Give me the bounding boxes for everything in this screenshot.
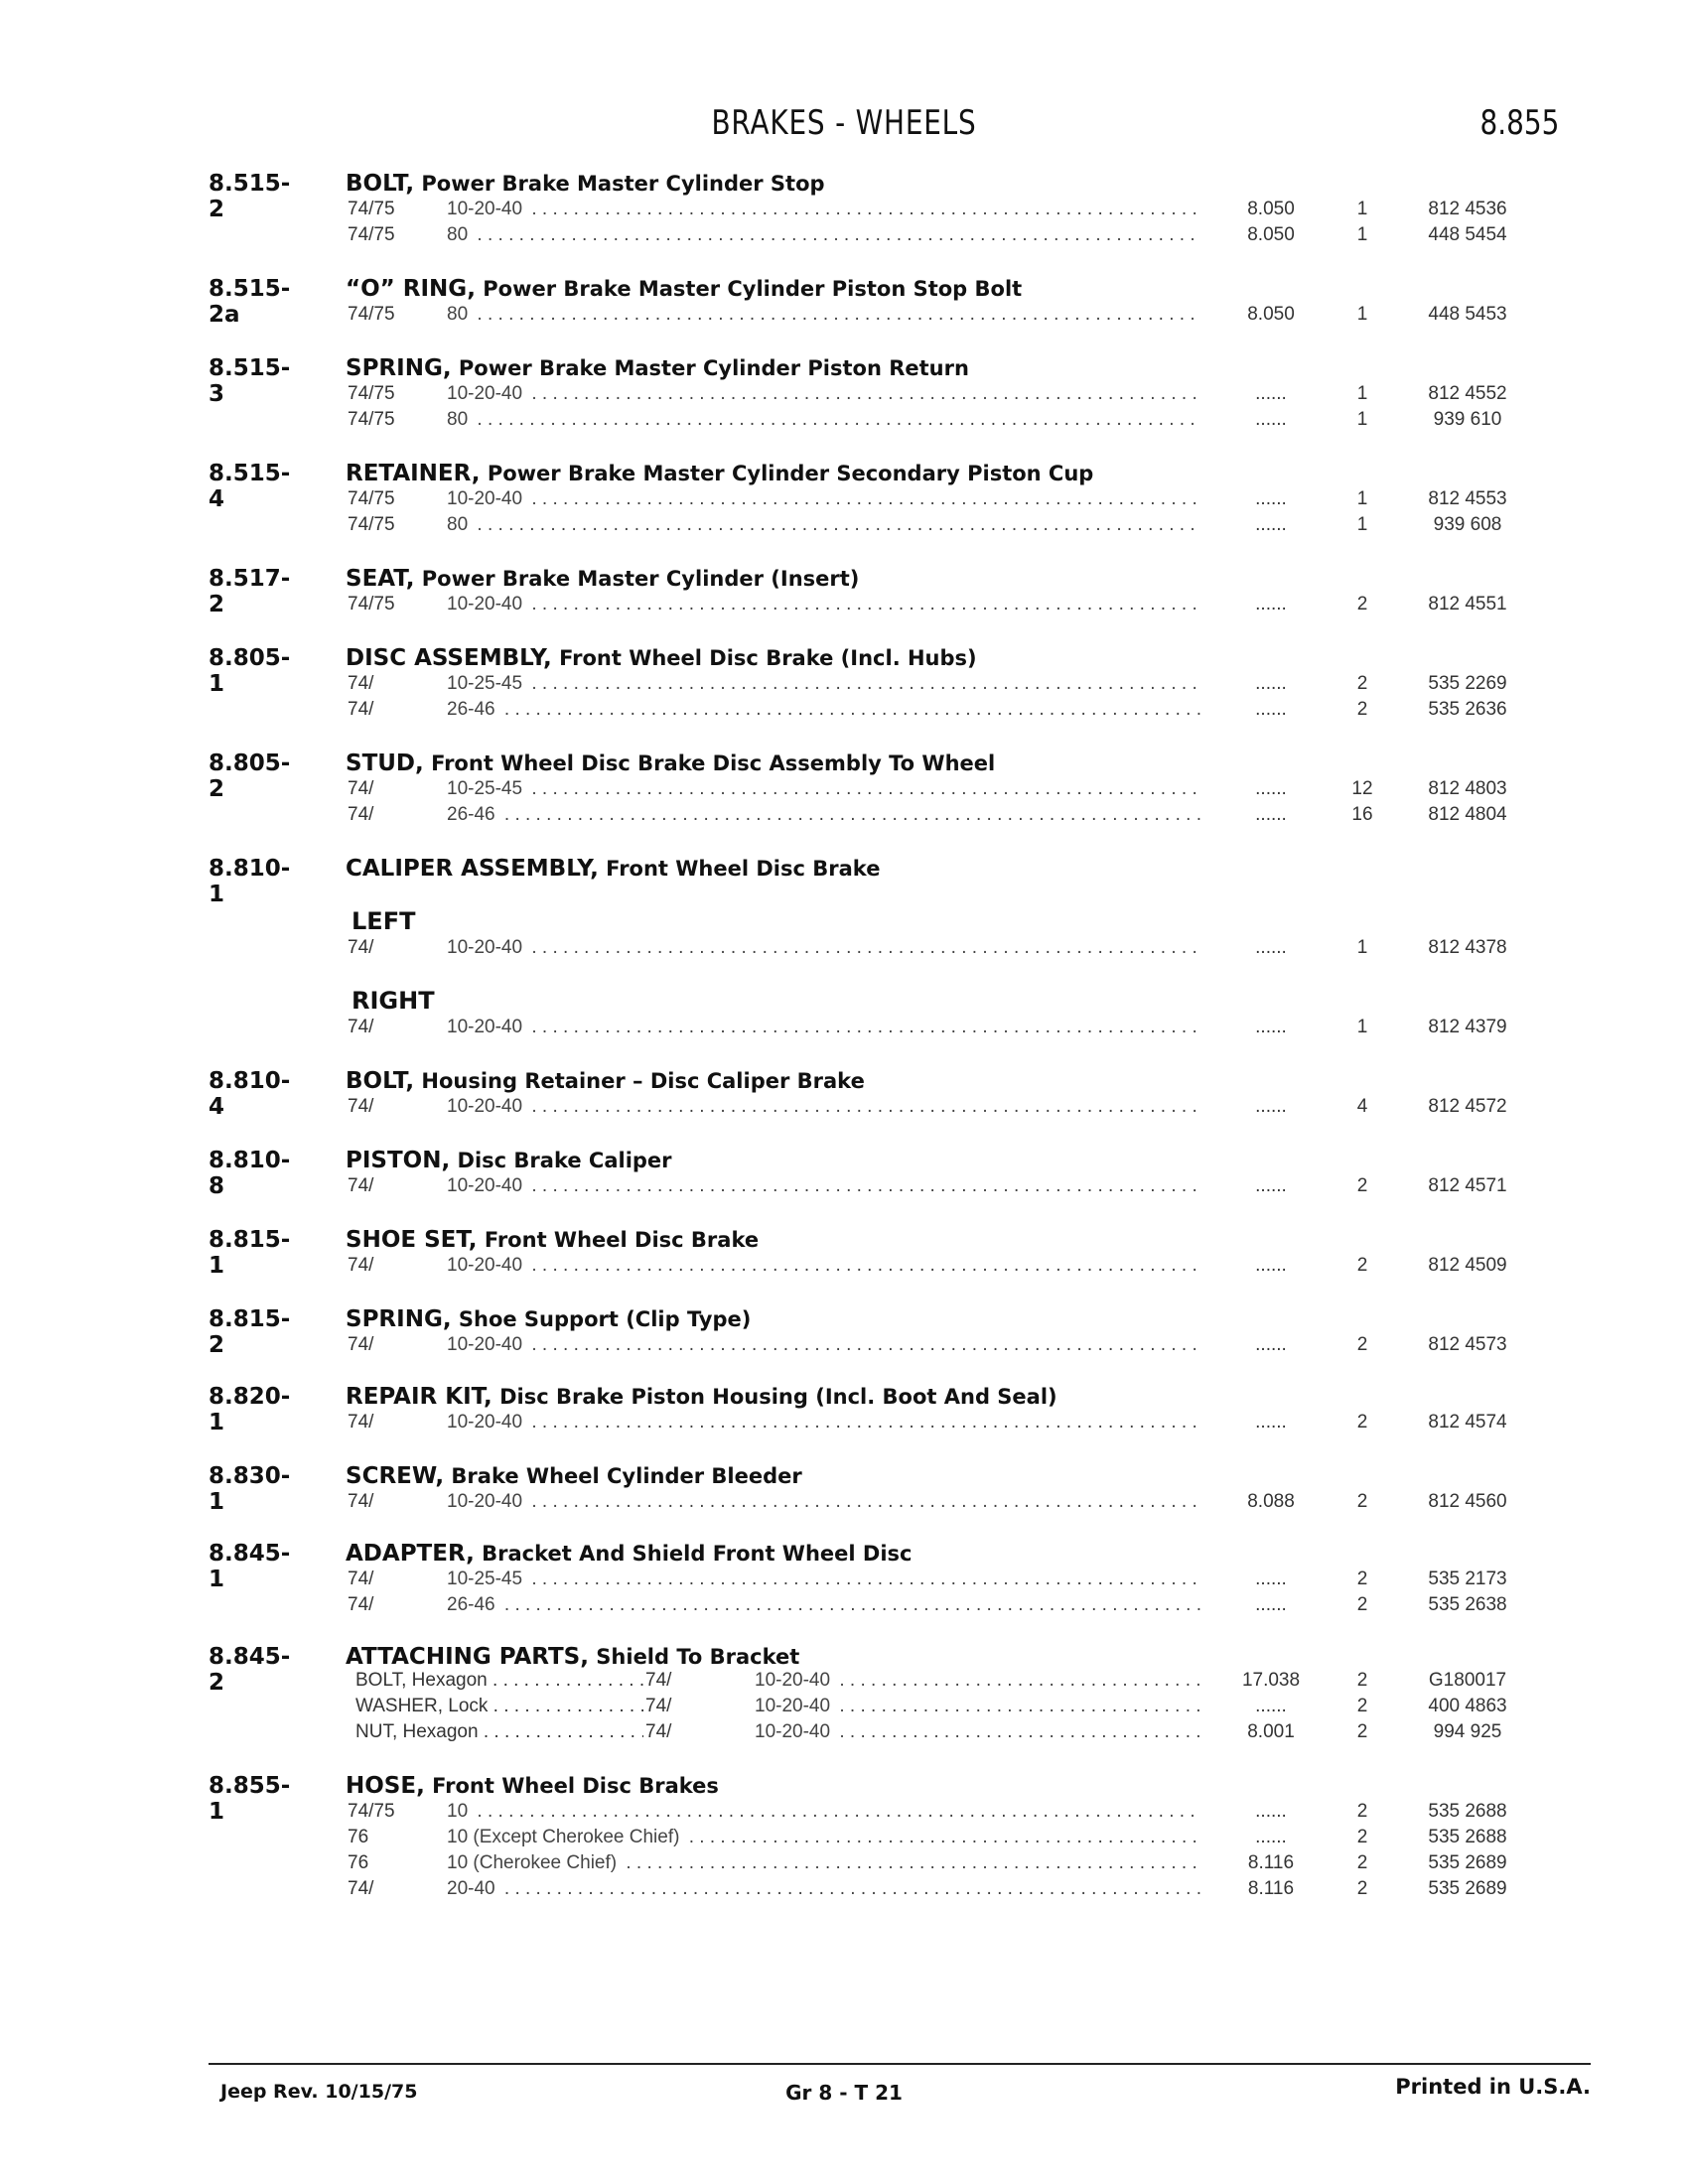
part-row	[0, 804, 1688, 830]
part-row	[0, 699, 1688, 725]
row-years: 80	[447, 304, 472, 325]
row-part-number: 535 2688	[1428, 1801, 1507, 1822]
part-row	[0, 1017, 1688, 1042]
row-qty: 1	[1356, 488, 1368, 509]
row-qty: 1	[1356, 199, 1368, 219]
row-ref: 8.050	[1247, 304, 1295, 325]
row-part-number: 812 4379	[1428, 1017, 1507, 1037]
group-title	[346, 171, 825, 197]
row-leader	[447, 804, 1201, 826]
row-qty: 12	[1351, 778, 1373, 799]
part-row	[0, 594, 1688, 619]
group-description: Power Brake Master Cylinder (Insert)	[414, 567, 860, 591]
row-leader	[447, 1569, 1201, 1590]
row-part-number: 812 4536	[1428, 199, 1507, 219]
row-leader	[447, 199, 1201, 220]
group-description: Front Wheel Disc Brakes	[424, 1774, 719, 1798]
row-part-number: 535 2638	[1428, 1594, 1507, 1615]
row-ref: ......	[1255, 673, 1287, 694]
part-row	[0, 224, 1688, 250]
row-leader	[447, 1096, 1201, 1118]
row-leader	[755, 1670, 1201, 1692]
row-years: 10	[447, 1801, 472, 1822]
row-ref: 8.001	[1247, 1721, 1295, 1742]
row-qty: 2	[1356, 1721, 1368, 1742]
row-ref: ......	[1255, 488, 1287, 509]
footer-divider	[209, 2063, 1591, 2065]
group-name: ATTACHING PARTS,	[346, 1644, 589, 1670]
group-title	[346, 355, 969, 381]
row-part-number: 812 4573	[1428, 1334, 1507, 1355]
row-ref: 8.088	[1247, 1491, 1295, 1512]
row-leader	[447, 514, 1201, 536]
group-description: Front Wheel Disc Brake	[598, 857, 881, 881]
group-description: Shoe Support (Clip Type)	[451, 1307, 752, 1331]
group-title	[346, 566, 859, 592]
group-description: Front Wheel Disc Brake Disc Assembly To Wheel	[423, 751, 996, 775]
row-ref: ......	[1255, 514, 1287, 535]
row-part-number: 812 4572	[1428, 1096, 1507, 1117]
attach-model: 74/	[645, 1696, 672, 1716]
group-title	[346, 751, 995, 776]
row-ref: ......	[1255, 594, 1287, 614]
row-qty: 2	[1356, 1594, 1368, 1615]
row-part-number: 535 2636	[1428, 699, 1507, 720]
group-name: PISTON,	[346, 1148, 451, 1173]
row-years: 10-20-40	[447, 1017, 526, 1037]
part-row	[0, 1412, 1688, 1437]
group-title	[346, 1773, 719, 1799]
row-model: 74/75	[348, 199, 395, 219]
group-number: 8.855-1	[209, 1773, 291, 1825]
row-leader	[447, 304, 1201, 326]
group-title	[346, 276, 1022, 302]
part-row	[0, 1852, 1688, 1878]
row-qty: 1	[1356, 304, 1368, 325]
row-years: 10-20-40	[447, 594, 526, 614]
part-row	[0, 514, 1688, 540]
row-ref: 8.116	[1247, 1878, 1295, 1899]
row-model: 74/	[348, 1334, 374, 1355]
group-title	[346, 1463, 802, 1489]
row-model: 74/	[348, 1594, 374, 1615]
row-model: 74/	[348, 1412, 374, 1433]
row-years: 80	[447, 224, 472, 245]
group-title	[346, 1644, 799, 1670]
row-years: 10-20-40	[447, 383, 526, 404]
row-years: 10-20-40	[755, 1696, 834, 1716]
row-ref: ......	[1255, 1096, 1287, 1117]
row-part-number: 812 4551	[1428, 594, 1507, 614]
attach-model: 74/	[645, 1721, 672, 1742]
attach-row	[0, 1721, 1688, 1747]
row-model: 74/	[348, 804, 374, 825]
group-name: SPRING,	[346, 355, 452, 381]
row-years: 10-20-40	[447, 1096, 526, 1117]
row-model: 76	[348, 1852, 369, 1873]
row-part-number: 812 4804	[1428, 804, 1507, 825]
group-description: Disc Brake Piston Housing (Incl. Boot And Seal)	[492, 1385, 1057, 1409]
row-part-number: 994 925	[1433, 1721, 1502, 1742]
group-number: 8.815-1	[209, 1227, 291, 1279]
row-years: 26-46	[447, 699, 499, 720]
part-row	[0, 1878, 1688, 1904]
group-name: ADAPTER,	[346, 1541, 475, 1567]
group-title	[346, 1148, 672, 1173]
row-model: 74/	[348, 937, 374, 958]
row-years: 10-20-40	[447, 1334, 526, 1355]
row-part-number: 812 4803	[1428, 778, 1507, 799]
row-qty: 2	[1356, 1852, 1368, 1873]
row-leader	[447, 383, 1201, 405]
row-ref: ......	[1255, 409, 1287, 430]
group-title	[346, 461, 1093, 486]
part-row	[0, 1334, 1688, 1360]
row-qty: 2	[1356, 1334, 1368, 1355]
group-name: HOSE,	[346, 1773, 425, 1799]
row-model: 74/75	[348, 383, 395, 404]
group-title	[346, 1384, 1057, 1410]
row-leader	[447, 594, 1201, 615]
group-description: Shield To Bracket	[588, 1645, 800, 1669]
row-leader	[447, 673, 1201, 695]
group-number: 8.515-2a	[209, 276, 291, 328]
row-qty: 1	[1356, 224, 1368, 245]
part-row	[0, 778, 1688, 804]
row-years: 80	[447, 409, 472, 430]
row-model: 74/	[348, 1175, 374, 1196]
row-ref: 8.116	[1247, 1852, 1295, 1873]
group-description: Power Brake Master Cylinder Piston Stop Bolt	[475, 277, 1023, 301]
row-years: 10-20-40	[447, 1491, 526, 1512]
row-ref: ......	[1255, 383, 1287, 404]
row-years: 80	[447, 514, 472, 535]
row-qty: 1	[1356, 937, 1368, 958]
group-title	[346, 1541, 913, 1567]
group-number: 8.805-1	[209, 645, 291, 697]
group-name: CALIPER ASSEMBLY,	[346, 856, 599, 882]
row-years: 10-20-40	[447, 1175, 526, 1196]
group-name: SCREW,	[346, 1463, 445, 1489]
part-row	[0, 937, 1688, 963]
row-model: 76	[348, 1827, 369, 1847]
row-model: 74/75	[348, 304, 395, 325]
row-leader	[447, 1334, 1201, 1356]
attach-row	[0, 1670, 1688, 1696]
row-qty: 1	[1356, 409, 1368, 430]
row-part-number: 535 2173	[1428, 1569, 1507, 1589]
row-qty: 2	[1356, 1696, 1368, 1716]
row-ref: ......	[1255, 804, 1287, 825]
group-number: 8.515-2	[209, 171, 291, 222]
group-title	[346, 1068, 865, 1094]
group-name: REPAIR KIT,	[346, 1384, 492, 1410]
row-qty: 1	[1356, 383, 1368, 404]
row-years: 10-20-40	[447, 1412, 526, 1433]
row-model: 74/	[348, 1569, 374, 1589]
group-name: STUD,	[346, 751, 424, 776]
group-name: RETAINER,	[346, 461, 481, 486]
row-qty: 2	[1356, 1801, 1368, 1822]
part-row	[0, 673, 1688, 699]
row-years: 10-25-45	[447, 1569, 526, 1589]
group-description: Bracket And Shield Front Wheel Disc	[474, 1542, 913, 1566]
row-part-number: G180017	[1428, 1670, 1507, 1691]
row-leader	[447, 1175, 1201, 1197]
row-leader	[447, 699, 1201, 721]
attach-row	[0, 1696, 1688, 1721]
row-leader	[447, 1594, 1201, 1616]
row-ref: ......	[1255, 1017, 1287, 1037]
row-ref: ......	[1255, 1696, 1287, 1716]
group-name: BOLT,	[346, 1068, 415, 1094]
row-ref: ......	[1255, 1175, 1287, 1196]
group-number: 8.845-1	[209, 1541, 291, 1592]
group-number: 8.805-2	[209, 751, 291, 802]
part-row	[0, 488, 1688, 514]
row-years: 10-20-40	[755, 1670, 834, 1691]
part-row	[0, 409, 1688, 435]
group-name: SEAT,	[346, 566, 415, 592]
part-row	[0, 1096, 1688, 1122]
footer-revision: Jeep Rev. 10/15/75	[220, 2081, 418, 2103]
group-title	[346, 1227, 759, 1253]
row-model: 74/75	[348, 224, 395, 245]
row-ref: ......	[1255, 1412, 1287, 1433]
part-row	[0, 383, 1688, 409]
row-years: 10 (Cherokee Chief)	[447, 1852, 621, 1873]
row-years: 26-46	[447, 1594, 499, 1615]
part-row	[0, 1827, 1688, 1852]
row-leader	[447, 1255, 1201, 1277]
part-row	[0, 1594, 1688, 1620]
row-leader	[447, 1017, 1201, 1038]
group-name: DISC ASSEMBLY,	[346, 645, 552, 671]
row-part-number: 535 2269	[1428, 673, 1507, 694]
row-qty: 2	[1356, 1412, 1368, 1433]
row-part-number: 535 2689	[1428, 1878, 1507, 1899]
group-description: Front Wheel Disc Brake	[477, 1228, 760, 1252]
row-ref: ......	[1255, 1334, 1287, 1355]
row-model: 74/	[348, 1017, 374, 1037]
row-ref: ......	[1255, 699, 1287, 720]
subgroup-label: LEFT	[352, 907, 416, 935]
row-qty: 1	[1356, 1017, 1368, 1037]
row-qty: 2	[1356, 1569, 1368, 1589]
group-description: Housing Retainer – Disc Caliper Brake	[414, 1069, 865, 1093]
row-model: 74/75	[348, 594, 395, 614]
group-number: 8.815-2	[209, 1306, 291, 1358]
row-qty: 2	[1356, 1491, 1368, 1512]
row-leader	[447, 778, 1201, 800]
group-name: BOLT,	[346, 171, 415, 197]
row-leader	[447, 1827, 1201, 1848]
row-leader	[447, 1491, 1201, 1513]
row-qty: 2	[1356, 673, 1368, 694]
section-code: 8.855	[1479, 103, 1559, 143]
row-leader	[447, 409, 1201, 431]
row-ref: 17.038	[1241, 1670, 1301, 1691]
group-description: Power Brake Master Cylinder Piston Return	[451, 356, 969, 380]
row-part-number: 812 4560	[1428, 1491, 1507, 1512]
footer-page-ref: Gr 8 - T 21	[785, 2081, 903, 2105]
row-part-number: 448 5454	[1428, 224, 1507, 245]
subgroup-label: RIGHT	[352, 987, 435, 1015]
row-qty: 2	[1356, 1670, 1368, 1691]
row-years: 20-40	[447, 1878, 499, 1899]
group-number: 8.830-1	[209, 1463, 291, 1515]
row-leader	[755, 1721, 1201, 1743]
row-years: 10-20-40	[447, 488, 526, 509]
row-part-number: 812 4571	[1428, 1175, 1507, 1196]
group-number: 8.515-4	[209, 461, 291, 512]
row-years: 10 (Except Cherokee Chief)	[447, 1827, 683, 1847]
row-model: 74/75	[348, 514, 395, 535]
row-qty: 2	[1356, 1255, 1368, 1276]
part-row	[0, 1801, 1688, 1827]
group-description: Power Brake Master Cylinder Stop	[414, 172, 825, 196]
row-part-number: 535 2688	[1428, 1827, 1507, 1847]
row-years: 26-46	[447, 804, 499, 825]
row-part-number: 448 5453	[1428, 304, 1507, 325]
group-number: 8.517-2	[209, 566, 291, 617]
row-model: 74/75	[348, 409, 395, 430]
row-qty: 16	[1351, 804, 1373, 825]
group-description: Front Wheel Disc Brake (Incl. Hubs)	[551, 646, 977, 670]
row-ref: ......	[1255, 778, 1287, 799]
row-qty: 2	[1356, 1175, 1368, 1196]
footer-printed: Printed in U.S.A.	[1395, 2075, 1591, 2099]
row-qty: 1	[1356, 514, 1368, 535]
row-leader	[447, 937, 1201, 959]
part-row	[0, 1491, 1688, 1517]
row-leader	[447, 1852, 1201, 1874]
row-qty: 2	[1356, 699, 1368, 720]
row-model: 74/	[348, 1255, 374, 1276]
row-part-number: 939 610	[1433, 409, 1502, 430]
row-model: 74/	[348, 1096, 374, 1117]
row-qty: 4	[1356, 1096, 1368, 1117]
row-model: 74/75	[348, 488, 395, 509]
page-title: BRAKES - WHEELS	[711, 103, 977, 143]
row-part-number: 535 2689	[1428, 1852, 1507, 1873]
group-number: 8.810-8	[209, 1148, 291, 1199]
attach-name: BOLT, Hexagon . . .	[355, 1670, 643, 1692]
part-row	[0, 1255, 1688, 1281]
row-model: 74/	[348, 1878, 374, 1899]
row-years: 10-25-45	[447, 778, 526, 799]
row-leader	[755, 1696, 1201, 1717]
row-part-number: 812 4574	[1428, 1412, 1507, 1433]
row-leader	[447, 1412, 1201, 1433]
group-description: Brake Wheel Cylinder Bleeder	[444, 1464, 802, 1488]
row-qty: 2	[1356, 594, 1368, 614]
row-ref: 8.050	[1247, 224, 1295, 245]
group-number: 8.810-4	[209, 1068, 291, 1120]
row-leader	[447, 1801, 1201, 1823]
row-years: 10-25-45	[447, 673, 526, 694]
group-title	[346, 1306, 751, 1332]
group-name: SHOE SET,	[346, 1227, 478, 1253]
attach-name: NUT, Hexagon . . .	[355, 1721, 643, 1743]
row-ref: ......	[1255, 1594, 1287, 1615]
row-model: 74/	[348, 778, 374, 799]
row-part-number: 812 4553	[1428, 488, 1507, 509]
group-description: Power Brake Master Cylinder Secondary Piston Cup	[480, 462, 1094, 485]
row-years: 10-20-40	[447, 1255, 526, 1276]
row-leader	[447, 224, 1201, 246]
part-row	[0, 199, 1688, 224]
row-qty: 2	[1356, 1827, 1368, 1847]
row-years: 10-20-40	[447, 937, 526, 958]
group-number: 8.845-2	[209, 1644, 291, 1696]
row-ref: ......	[1255, 937, 1287, 958]
group-name: “O” RING,	[346, 276, 476, 302]
group-number: 8.820-1	[209, 1384, 291, 1435]
row-ref: ......	[1255, 1801, 1287, 1822]
group-title	[346, 856, 880, 882]
group-description: Disc Brake Caliper	[450, 1149, 672, 1172]
row-part-number: 812 4509	[1428, 1255, 1507, 1276]
part-row	[0, 1569, 1688, 1594]
group-title	[346, 645, 977, 671]
group-name: SPRING,	[346, 1306, 452, 1332]
row-model: 74/	[348, 673, 374, 694]
row-part-number: 939 608	[1433, 514, 1502, 535]
row-model: 74/	[348, 699, 374, 720]
row-part-number: 812 4552	[1428, 383, 1507, 404]
row-qty: 2	[1356, 1878, 1368, 1899]
group-number: 8.810-1	[209, 856, 291, 907]
row-leader	[447, 1878, 1201, 1900]
row-ref: ......	[1255, 1569, 1287, 1589]
row-model: 74/	[348, 1491, 374, 1512]
row-years: 10-20-40	[755, 1721, 834, 1742]
attach-name: WASHER, Lock . . .	[355, 1696, 643, 1717]
row-ref: ......	[1255, 1827, 1287, 1847]
row-model: 74/75	[348, 1801, 395, 1822]
row-years: 10-20-40	[447, 199, 526, 219]
group-number: 8.515-3	[209, 355, 291, 407]
row-part-number: 400 4863	[1428, 1696, 1507, 1716]
attach-model: 74/	[645, 1670, 672, 1691]
row-part-number: 812 4378	[1428, 937, 1507, 958]
row-leader	[447, 488, 1201, 510]
part-row	[0, 1175, 1688, 1201]
row-ref: 8.050	[1247, 199, 1295, 219]
row-ref: ......	[1255, 1255, 1287, 1276]
part-row	[0, 304, 1688, 330]
